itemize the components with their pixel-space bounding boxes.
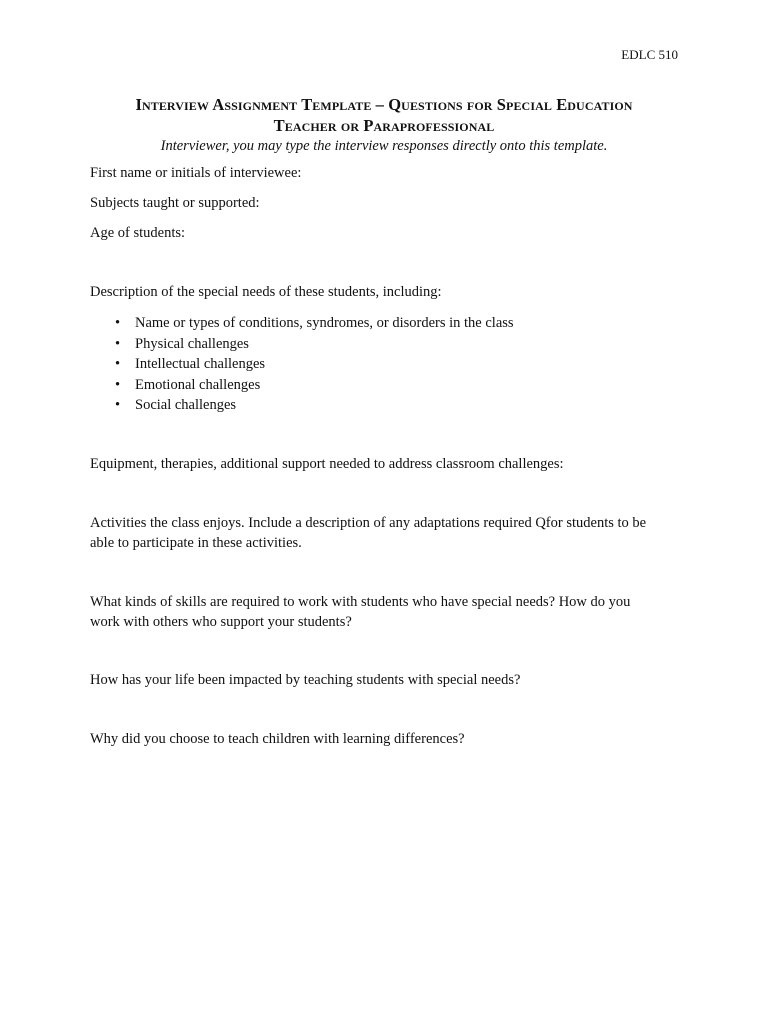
list-item	[90, 375, 680, 396]
course-code: EDLC 510	[621, 47, 678, 62]
instruction-text: Interviewer, you may type the interview responses directly onto this template.	[160, 138, 608, 154]
special-needs-list	[90, 313, 680, 416]
bullet-icon: •	[115, 335, 121, 352]
document-title-line-2: Teacher or Paraprofessional	[273, 116, 495, 135]
document-title-line-1: Interview Assignment Template – Questions for Special Education	[135, 95, 633, 114]
bullet-icon: •	[115, 397, 121, 413]
bullet-icon: •	[115, 315, 121, 331]
skills-prompt	[90, 592, 680, 632]
list-item-label: Emotional challenges	[135, 376, 261, 393]
list-item	[90, 395, 680, 416]
list-item-label: Physical challenges	[135, 335, 249, 352]
list-item	[90, 354, 680, 375]
impact-prompt: How has your life been impacted by teaching students with special needs?	[90, 672, 521, 688]
list-item-label: Social challenges	[135, 397, 237, 413]
list-item-label: Intellectual challenges	[135, 356, 266, 372]
skills-prompt-line-2: work with others who support your students?	[90, 614, 352, 630]
first-name-prompt: First name or initials of interviewee:	[90, 165, 302, 181]
why-prompt: Why did you choose to teach children with learning differences?	[90, 731, 465, 747]
activities-prompt	[90, 513, 680, 553]
special-needs-prompt: Description of the special needs of these students, including:	[90, 284, 442, 300]
bullet-icon: •	[115, 356, 121, 372]
list-item	[90, 313, 680, 334]
skills-prompt-line-1: What kinds of skills are required to work with students who have special needs? How do you	[90, 594, 631, 610]
bullet-icon: •	[115, 376, 121, 393]
list-item-label: Name or types of conditions, syndromes, or disorders in the class	[135, 315, 514, 331]
activities-prompt-line-1: Activities the class enjoys. Include a description of any adaptations required Qfor students to be	[90, 515, 647, 531]
title-block	[60, 94, 708, 156]
age-prompt: Age of students:	[90, 225, 186, 241]
equipment-prompt: Equipment, therapies, additional support needed to address classroom challenges:	[90, 456, 564, 472]
activities-prompt-line-2: able to participate in these activities.	[90, 535, 302, 551]
list-item	[90, 334, 680, 355]
subjects-prompt: Subjects taught or supported:	[90, 195, 260, 211]
